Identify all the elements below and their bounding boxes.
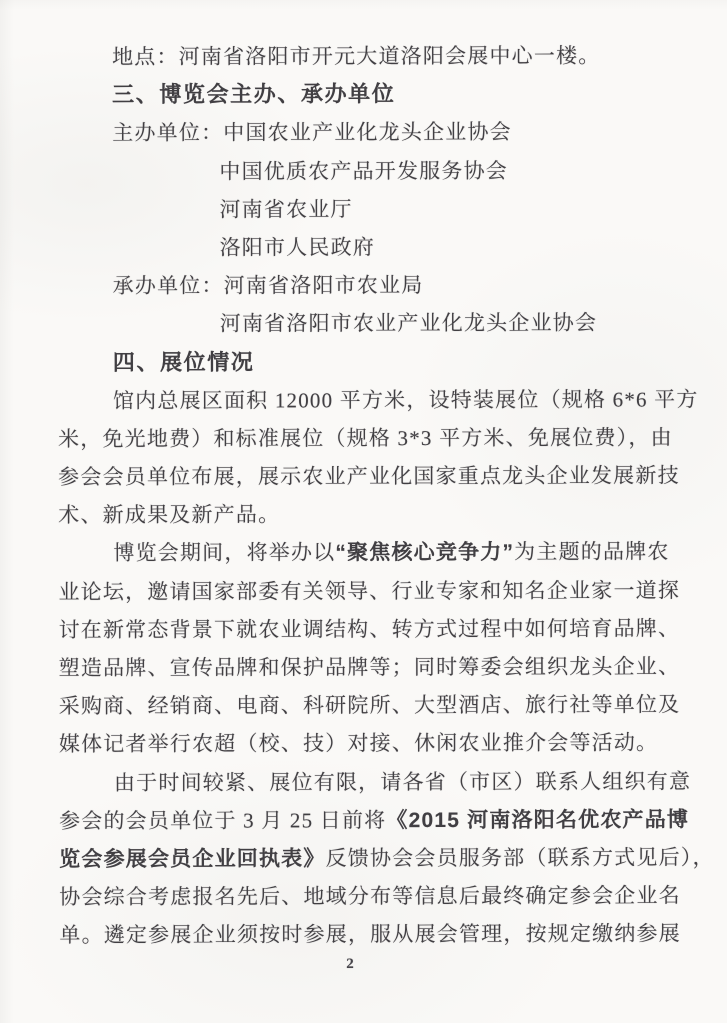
para3-line-2-text: 参会的会员单位于 3 月 25 日前将 <box>59 807 387 833</box>
section-3-heading: 三、博览会主办、承办单位 <box>112 81 396 108</box>
document-body <box>57 36 715 954</box>
undertaker-unit-2: 河南省洛阳市农业产业化龙头企业协会 <box>219 310 598 336</box>
para1-line-3: 参会会员单位布展，展示农业产业化国家重点龙头企业发展新技 <box>58 463 680 490</box>
para2-line-2: 业论坛，邀请国家部委有关领导、行业专家和知名企业家一道探 <box>58 577 681 604</box>
para2-line-6: 媒体记者举行农超（校、技）对接、休闲农业推介会等活动。 <box>58 730 659 757</box>
forum-theme-bold-text: “聚焦核心竞争力” <box>335 541 515 565</box>
para1-line-4: 术、新成果及新产品。 <box>58 502 281 528</box>
para3-line-5: 单。遴定参展企业须按时参展，服从展会管理，按规定缴纳参展 <box>59 921 681 948</box>
section-4-heading: 四、展位情况 <box>112 348 255 375</box>
host-unit-4: 洛阳市人民政府 <box>219 235 375 260</box>
para2-line-1 <box>58 533 698 573</box>
undertaker-units-label: 承办单位： <box>112 273 224 298</box>
location-line: 地点：河南省洛阳市开元大道洛阳会展中心一楼。 <box>112 43 601 69</box>
para3-line-3 <box>59 838 715 878</box>
para3-line-4: 协会综合考虑报名先后、地域分布等信息后最终确定参会企业名 <box>59 883 681 910</box>
host-unit-3: 河南省农业厅 <box>219 196 353 222</box>
reply-form-title-bold-text-part2: 览会参展会员企业回执表》 <box>59 847 326 871</box>
host-unit-2: 中国优质农产品开发服务协会 <box>219 158 508 184</box>
para2-line-4: 塑造品牌、宣传品牌和保护品牌等；同时筹委会组织龙头企业、 <box>58 654 681 680</box>
para2-line-5: 采购商、经销商、电商、科研院所、大型酒店、旅行社等单位及 <box>58 692 681 719</box>
undertaker-unit-1: 河南省洛阳市农业局 <box>223 273 424 298</box>
reply-form-title-bold-text-part1: 《2015 河南洛阳名优农产品博 <box>386 808 690 832</box>
para1-line-2: 米，免光地费）和标准展位（规格 3*3 平方米、免展位费），由 <box>58 425 673 451</box>
para1-line-1: 馆内总展区面积 12000 平方米，设特装展位（规格 6*6 平方 <box>112 387 699 413</box>
host-units-line <box>57 113 697 153</box>
page-number: 2 <box>346 956 354 972</box>
para3-line-3-tail: 反馈协会会员服务部（联系方式见后）， <box>325 845 715 871</box>
para2-line-1-tail: 为主题的品牌农 <box>514 539 670 565</box>
undertaker-units-line <box>58 265 698 305</box>
para3-line-2 <box>59 800 699 840</box>
para2-line-1-text: 博览会期间，将举办以 <box>113 540 336 566</box>
host-unit-1: 中国农业产业化龙头企业协会 <box>223 120 512 145</box>
para3-line-1: 由于时间较紧、展位有限，请各省（市区）联系人组织有意 <box>113 768 692 795</box>
host-units-label: 主办单位： <box>112 120 224 146</box>
para2-line-3: 讨在新常态背景下就农业调结构、转方式过程中如何培育品牌、 <box>58 616 681 642</box>
